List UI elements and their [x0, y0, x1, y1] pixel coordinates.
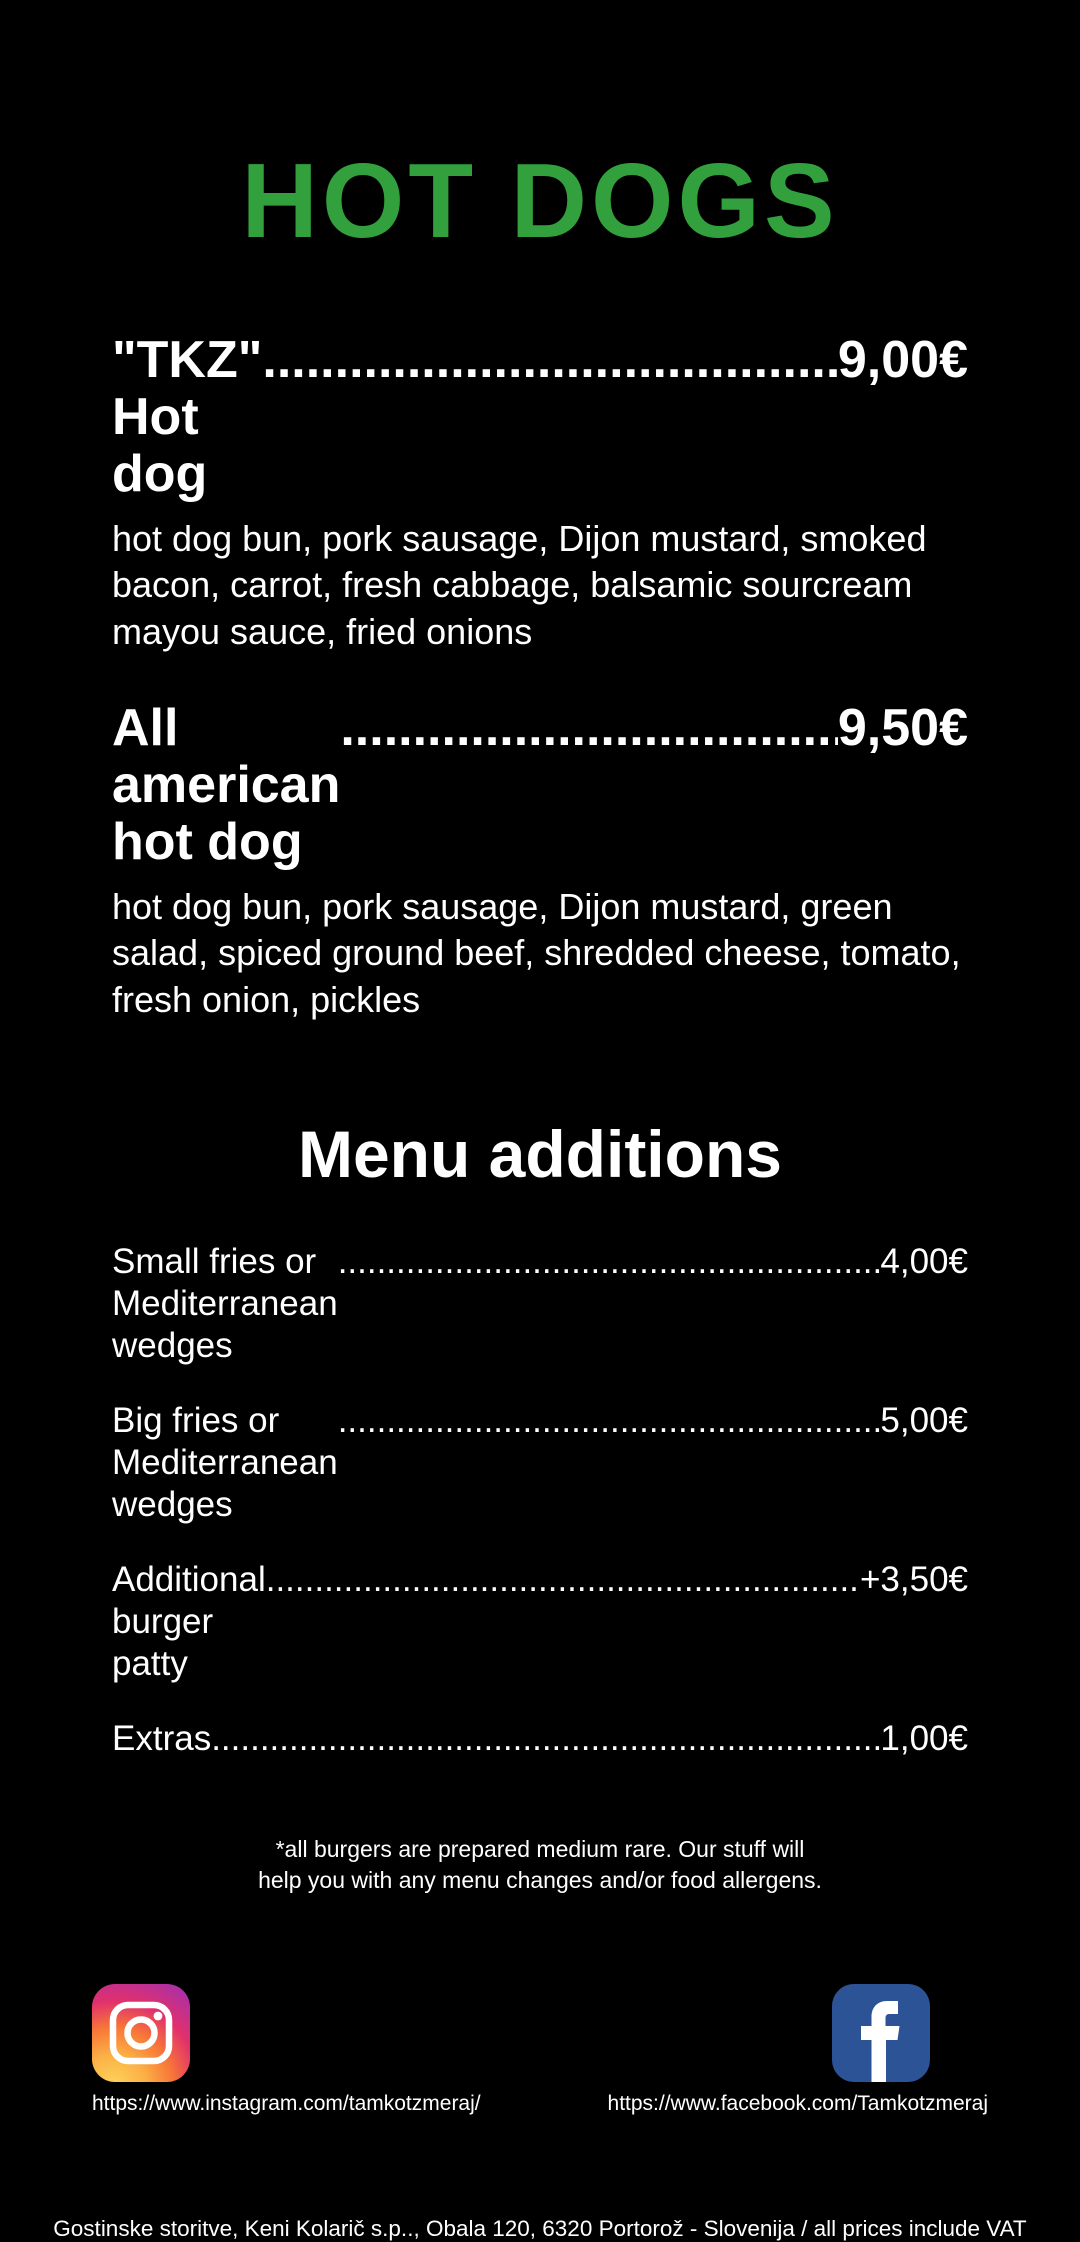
footer-text: Gostinske storitve, Keni Kolarič s.p.., Obala 120, 6320 Portorož - Slovenija / all prices include VAT [53, 2216, 1027, 2242]
addition-name: Small fries or Mediterranean wedges [112, 1242, 338, 1366]
addition-row [112, 1400, 968, 1526]
dot-leader [338, 1241, 881, 1283]
addition-row [112, 1718, 968, 1760]
hotdog-items [0, 332, 1080, 1024]
dot-leader [266, 1559, 860, 1601]
menu-item [112, 332, 968, 656]
dot-leader [262, 332, 837, 389]
dot-leader [340, 700, 838, 757]
addition-name: Extras [112, 1719, 212, 1759]
dot-leader [338, 1400, 881, 1442]
addition-price: 1,00€ [880, 1719, 968, 1759]
addition-name: Big fries or Mediterranean wedges [112, 1401, 338, 1525]
additions-title: Menu additions [298, 1116, 782, 1191]
menu-item [112, 700, 968, 1024]
addition-items [0, 1241, 1080, 1760]
item-name: "TKZ" Hot dog [112, 331, 263, 504]
facebook-icon[interactable] [832, 1984, 930, 2082]
social-links [92, 1984, 988, 2116]
menu-item-line [112, 700, 968, 872]
item-description: hot dog bun, pork sausage, Dijon mustard, smoked bacon, carrot, fresh cabbage, balsamic sourcream mayou sauce, fried onions [112, 517, 927, 653]
addition-name: Additional burger patty [112, 1560, 266, 1684]
facebook-block [608, 1984, 988, 2116]
facebook-url[interactable]: https://www.facebook.com/Tamkotzmeraj [607, 2092, 988, 2116]
item-price: 9,00€ [837, 331, 968, 389]
addition-row [112, 1559, 968, 1685]
menu-note: *all burgers are prepared medium rare. Our stuff will help you with any menu changes and/or food allergens. [258, 1836, 822, 1894]
item-description: hot dog bun, pork sausage, Dijon mustard, green salad, spiced ground beef, shredded cheese, tomato, fresh onion, pickles [112, 885, 961, 1021]
addition-price: +3,50€ [859, 1560, 968, 1600]
item-price: 9,50€ [837, 698, 968, 757]
addition-price: 4,00€ [880, 1242, 968, 1282]
page-title: HOT DOGS [241, 142, 839, 260]
item-name: All american hot dog [112, 698, 341, 872]
instagram-block [92, 1984, 481, 2116]
instagram-icon[interactable] [92, 1984, 190, 2082]
instagram-url[interactable]: https://www.instagram.com/tamkotzmeraj/ [92, 2092, 481, 2116]
dot-leader [211, 1718, 880, 1760]
menu-item-line [112, 332, 968, 504]
addition-price: 5,00€ [880, 1401, 968, 1441]
addition-row [112, 1241, 968, 1367]
